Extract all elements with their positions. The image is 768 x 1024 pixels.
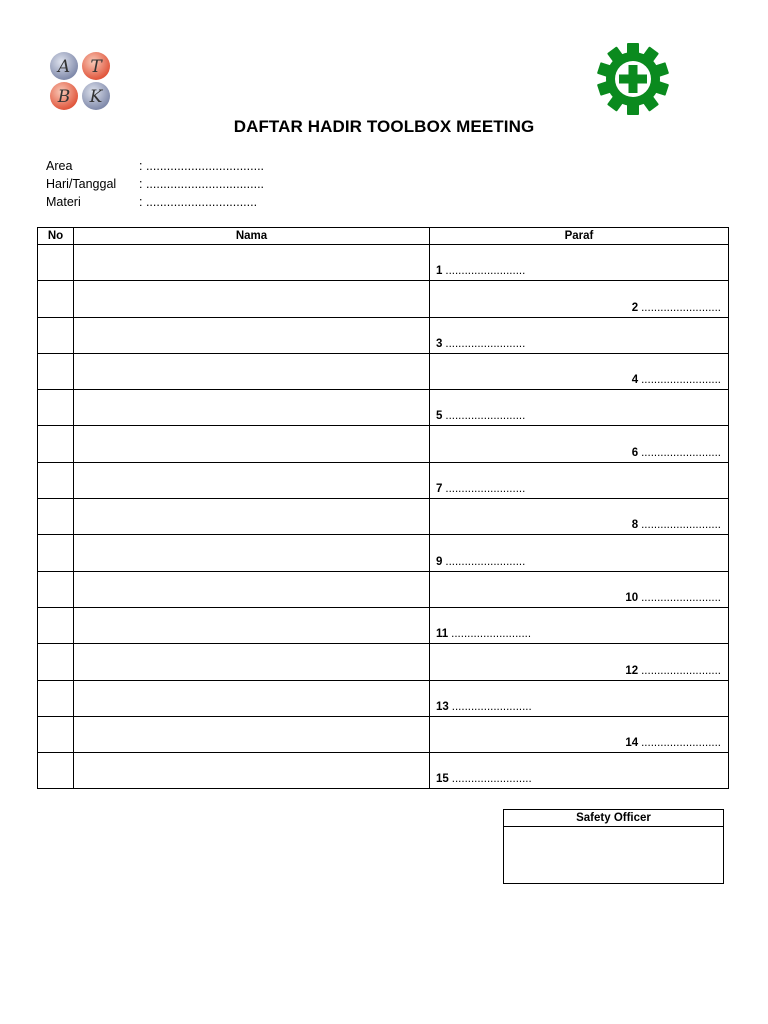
table-row [38, 499, 729, 535]
no-cell[interactable] [38, 499, 74, 535]
attendance-rows [38, 245, 729, 789]
header-no: No [38, 228, 74, 245]
paraf-cell[interactable] [430, 571, 729, 607]
header-nama: Nama [74, 228, 430, 245]
table-row [38, 245, 729, 281]
paraf-number: 7 [436, 483, 443, 496]
safety-officer-box [503, 809, 724, 884]
paraf-number: 3 [436, 337, 443, 350]
table-row [38, 281, 729, 317]
meeting-info [46, 157, 264, 211]
table-row [38, 607, 729, 643]
paraf-cell[interactable] [430, 462, 729, 498]
no-cell[interactable] [38, 245, 74, 281]
paraf-cell[interactable] [430, 607, 729, 643]
material-label: Materi [46, 195, 81, 209]
paraf-number: 15 [436, 773, 449, 786]
paraf-number: 1 [436, 265, 443, 278]
material-field[interactable]: : ................................ [139, 195, 258, 209]
nama-cell[interactable] [74, 317, 430, 353]
nama-cell[interactable] [74, 245, 430, 281]
material-row [46, 193, 264, 211]
paraf-number: 2 [631, 301, 639, 314]
table-row [38, 716, 729, 752]
paraf-number: 6 [631, 446, 639, 459]
no-cell[interactable] [38, 644, 74, 680]
nama-cell[interactable] [74, 753, 430, 789]
no-cell[interactable] [38, 353, 74, 389]
svg-text:T: T [90, 57, 102, 77]
date-row [46, 175, 264, 193]
k3-safety-gear-cross-icon [596, 42, 670, 116]
nama-cell[interactable] [74, 644, 430, 680]
table-header-row [38, 228, 729, 245]
paraf-cell[interactable] [430, 353, 729, 389]
paraf-dots: ......................... [641, 446, 721, 459]
paraf-dots: ......................... [451, 700, 532, 713]
paraf-dots: ......................... [445, 337, 526, 350]
paraf-dots: ......................... [445, 483, 526, 496]
table-row [38, 571, 729, 607]
date-field[interactable]: : .................................. [139, 177, 265, 191]
paraf-dots: ......................... [445, 265, 526, 278]
nama-cell[interactable] [74, 535, 430, 571]
paraf-dots: ......................... [641, 301, 721, 314]
paraf-cell[interactable] [430, 753, 729, 789]
paraf-dots: ......................... [445, 555, 526, 568]
paraf-number: 13 [436, 700, 449, 713]
area-label: Area [46, 159, 73, 173]
paraf-number: 10 [625, 591, 639, 604]
nama-cell[interactable] [74, 571, 430, 607]
date-label: Hari/Tanggal [46, 177, 117, 191]
table-row [38, 680, 729, 716]
area-row [46, 157, 264, 175]
svg-text:K: K [89, 87, 103, 107]
no-cell[interactable] [38, 281, 74, 317]
paraf-cell[interactable] [430, 426, 729, 462]
paraf-number: 12 [625, 664, 639, 677]
atbk-logo [48, 50, 116, 112]
nama-cell[interactable] [74, 426, 430, 462]
paraf-cell[interactable] [430, 499, 729, 535]
paraf-number: 8 [631, 519, 639, 532]
paraf-dots: ......................... [641, 591, 721, 604]
paraf-number: 11 [436, 628, 449, 641]
no-cell[interactable] [38, 607, 74, 643]
paraf-dots: ......................... [641, 374, 721, 387]
nama-cell[interactable] [74, 390, 430, 426]
no-cell[interactable] [38, 390, 74, 426]
paraf-cell[interactable] [430, 390, 729, 426]
table-row [38, 426, 729, 462]
nama-cell[interactable] [74, 353, 430, 389]
table-row [38, 535, 729, 571]
nama-cell[interactable] [74, 499, 430, 535]
page-title: DAFTAR HADIR TOOLBOX MEETING [233, 117, 535, 136]
table-row [38, 753, 729, 789]
attendance-table [37, 227, 729, 789]
no-cell[interactable] [38, 317, 74, 353]
svg-text:A: A [57, 57, 71, 77]
nama-cell[interactable] [74, 680, 430, 716]
no-cell[interactable] [38, 716, 74, 752]
table-row [38, 353, 729, 389]
paraf-number: 5 [436, 410, 443, 423]
no-cell[interactable] [38, 571, 74, 607]
paraf-dots: ......................... [641, 737, 721, 750]
table-row [38, 644, 729, 680]
table-row [38, 390, 729, 426]
paraf-dots: ......................... [641, 664, 721, 677]
nama-cell[interactable] [74, 281, 430, 317]
paraf-number: 9 [436, 555, 443, 568]
paraf-cell[interactable] [430, 535, 729, 571]
area-field[interactable]: : .................................. [139, 159, 265, 173]
no-cell[interactable] [38, 426, 74, 462]
safety-officer-signature-area[interactable] [504, 827, 723, 883]
table-row [38, 317, 729, 353]
paraf-number: 14 [625, 737, 639, 750]
paraf-cell[interactable] [430, 245, 729, 281]
nama-cell[interactable] [74, 607, 430, 643]
paraf-dots: ......................... [445, 410, 526, 423]
no-cell[interactable] [38, 753, 74, 789]
paraf-dots: ......................... [451, 628, 532, 641]
paraf-cell[interactable] [430, 680, 729, 716]
paraf-cell[interactable] [430, 716, 729, 752]
svg-text:B: B [57, 87, 71, 107]
paraf-dots: ......................... [451, 773, 532, 786]
no-cell[interactable] [38, 680, 74, 716]
paraf-cell[interactable] [430, 281, 729, 317]
no-cell[interactable] [38, 462, 74, 498]
paraf-cell[interactable] [430, 317, 729, 353]
paraf-number: 4 [631, 374, 639, 387]
nama-cell[interactable] [74, 462, 430, 498]
safety-officer-label: Safety Officer [504, 810, 723, 827]
table-row [38, 462, 729, 498]
paraf-dots: ......................... [641, 519, 721, 532]
nama-cell[interactable] [74, 716, 430, 752]
paraf-cell[interactable] [430, 644, 729, 680]
header-paraf: Paraf [430, 228, 729, 245]
no-cell[interactable] [38, 535, 74, 571]
